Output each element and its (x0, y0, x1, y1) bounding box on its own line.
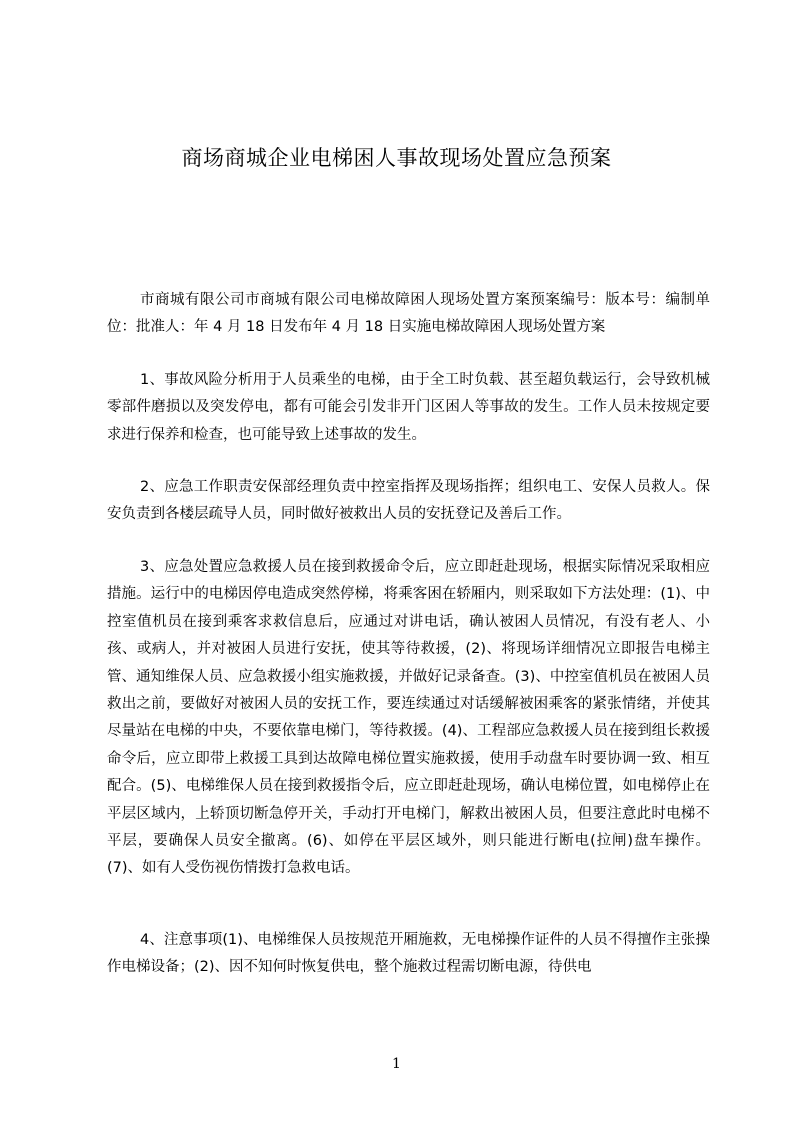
paragraph-text: 1、事故风险分析用于人员乘坐的电梯，由于全工时负载、甚至超负载运行，会导致机械零部件磨损以及突发停电，都有可能会引发非开门区困人等事故的发生。工作人员未按规定要求进行保养和检查，也可能导致上述事故的发生。 (107, 372, 710, 443)
paragraph-emergency-response (107, 554, 710, 883)
paragraph-precautions (107, 927, 710, 982)
paragraph-preamble (107, 287, 710, 342)
paragraph-text: 3、应急处置应急救援人员在接到救援命令后，应立即赶赴现场，根据实际情况采取相应措施。运行中的电梯因停电造成突然停梯，将乘客困在轿厢内，则采取如下方法处理：(1)、中控室值机员在接到乘客求救信息后，应通过对讲电话，确认被困人员情况，有没有老人、小孩、或病人，并对被困人员进行安抚，使其等待救援，(2)、将现场详细情况立即报告电梯主管、通知维保人员、应急救援小组实施救援，并做好记录备查。(3)、中控室值机员在被困人员救出之前，要做好对被困人员的安抚工作，要连续通过对话缓解被困乘客的紧张情绪，并使其尽量站在电梯的中央，不要依靠电梯门，等待救援。(4)、工程部应急救援人员在接到组长救援命令后，应立即带上救援工具到达故障电梯位置实施救援，使用手动盘车时要协调一致、相互配合。(5)、电梯维保人员在接到救援指令后，应立即赶赴现场，确认电梯位置，如电梯停止在平层区域内，上轿顶切断急停开关，手动打开电梯门，解救出被困人员，但要注意此时电梯不平层，要确保人员安全撤离。(6)、如停在平层区域外，则只能进行断电(拉闸)盘车操作。(7)、如有人受伤视伤情拨打急救电话。 (107, 559, 710, 877)
paragraph-text: 4、注意事项(1)、电梯维保人员按规范开厢施救，无电梯操作证件的人员不得擅作主张操作电梯设备；(2)、因不知何时恢复供电，整个施救过程需切断电源，待供电 (107, 932, 710, 976)
page-number: 1 (392, 1056, 401, 1072)
paragraph-text: 市商城有限公司市商城有限公司电梯故障困人现场处置方案预案编号：版本号：编制单位：批准人：年 4 月 18 日发布年 4 月 18 日实施电梯故障困人现场处置方案 (107, 292, 710, 336)
paragraph-responsibilities (107, 474, 710, 529)
paragraph-text: 2、应急工作职责安保部经理负责中控室指挥及现场指挥；组织电工、安保人员救人。保安负责到各楼层疏导人员，同时做好被救出人员的安抚登记及善后工作。 (107, 479, 710, 523)
paragraph-risk-analysis (107, 367, 710, 449)
document-title: 商场商城企业电梯困人事故现场处置应急预案 (181, 146, 612, 170)
